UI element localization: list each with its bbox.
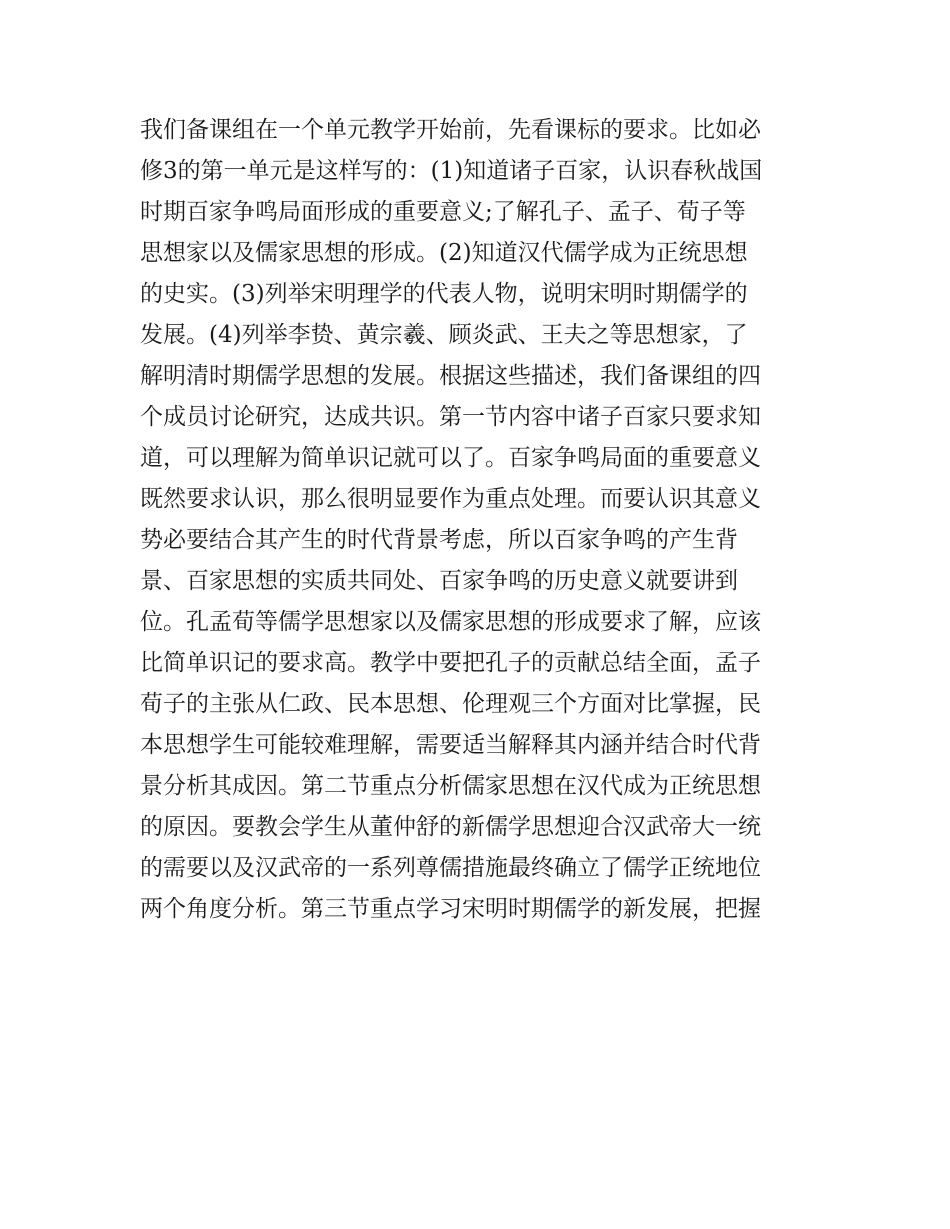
text-line: 势必要结合其产生的时代背景考虑，所以百家争鸣的产生背 [140,527,738,553]
text-line: 个成员讨论研究，达成共识。第一节内容中诸子百家只要求知 [140,404,761,430]
text-line: 比简单识记的要求高。教学中要把孔子的贡献总结全面，孟子 [140,650,761,676]
text-line: 我们备课组在一个单元教学开始前，先看课标的要求。比如必 [140,117,761,143]
text-line: 解明清时期儒学思想的发展。根据这些描述，我们备课组的四 [140,363,761,389]
text-line: 发展。(4)列举李贽、黄宗羲、顾炎武、王夫之等思想家，了 [140,322,748,348]
text-line: 本思想学生可能较难理解，需要适当解释其内涵并结合时代背 [140,732,761,758]
body-paragraph [140,110,820,930]
text-line: 道，可以理解为简单识记就可以了。百家争鸣局面的重要意义 [140,445,761,471]
text-line: 修3的第一单元是这样写的：(1)知道诸子百家，认识春秋战国 [140,158,763,184]
text-line: 景分析其成因。第二节重点分析儒家思想在汉代成为正统思想 [140,773,761,799]
text-line: 位。孔孟荀等儒学思想家以及儒家思想的形成要求了解，应该 [140,609,761,635]
text-line: 的原因。要教会学生从董仲舒的新儒学思想迎合汉武帝大一统 [140,814,761,840]
text-line: 两个角度分析。第三节重点学习宋明时期儒学的新发展，把握 [140,896,761,922]
text-line: 的史实。(3)列举宋明理学的代表人物，说明宋明时期儒学的 [140,281,748,307]
text-line: 时期百家争鸣局面形成的重要意义;了解孔子、孟子、荀子等 [140,199,746,225]
text-line: 荀子的主张从仁政、民本思想、伦理观三个方面对比掌握，民 [140,691,761,717]
text-line: 景、百家思想的实质共同处、百家争鸣的历史意义就要讲到 [140,568,738,594]
text-line: 既然要求认识，那么很明显要作为重点处理。而要认识其意义 [140,486,761,512]
text-line: 思想家以及儒家思想的形成。(2)知道汉代儒学成为正统思想 [140,240,748,266]
text-line: 的需要以及汉武帝的一系列尊儒措施最终确立了儒学正统地位 [140,855,761,881]
